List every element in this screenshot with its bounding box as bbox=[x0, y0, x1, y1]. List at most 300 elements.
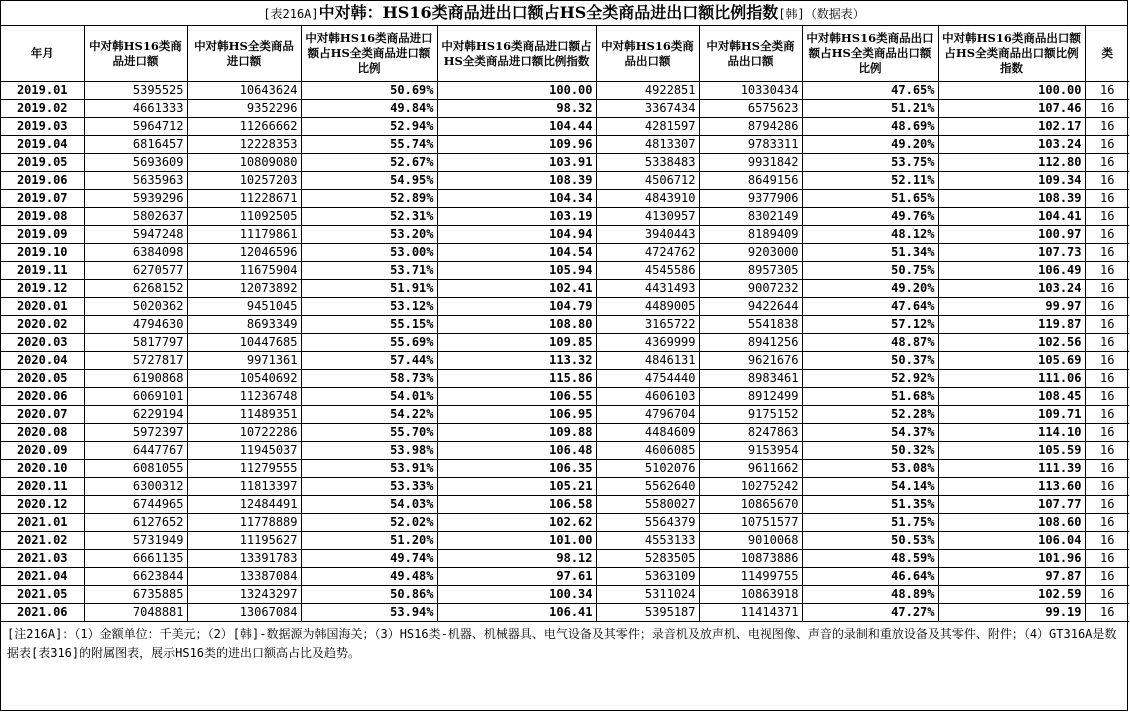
cell-export-ratio-index: 113.60 bbox=[938, 478, 1085, 496]
cell-hs-all-export: 9422644 bbox=[699, 298, 802, 316]
table-row bbox=[1, 136, 1129, 154]
cell-hs-all-export: 8983461 bbox=[699, 370, 802, 388]
cell-category: 16 bbox=[1085, 262, 1129, 280]
table-row bbox=[1, 424, 1129, 442]
cell-import-ratio: 52.89% bbox=[301, 190, 437, 208]
cell-import-ratio-index: 98.32 bbox=[437, 100, 596, 118]
cell-category: 16 bbox=[1085, 424, 1129, 442]
cell-hs-all-export: 8649156 bbox=[699, 172, 802, 190]
cell-export-ratio: 47.65% bbox=[802, 82, 938, 100]
table-row bbox=[1, 298, 1129, 316]
cell-month: 2020.03 bbox=[1, 334, 84, 352]
cell-import-ratio-index: 109.85 bbox=[437, 334, 596, 352]
cell-hs16-import: 6735885 bbox=[84, 586, 187, 604]
cell-import-ratio-index: 104.94 bbox=[437, 226, 596, 244]
cell-export-ratio: 51.34% bbox=[802, 244, 938, 262]
cell-category: 16 bbox=[1085, 442, 1129, 460]
cell-hs-all-export: 9621676 bbox=[699, 352, 802, 370]
cell-export-ratio: 49.20% bbox=[802, 136, 938, 154]
header-hs16-import: 中对韩HS16类商品进口额 bbox=[84, 26, 187, 82]
header-hs-all-import: 中对韩HS全类商品进口额 bbox=[187, 26, 301, 82]
cell-hs-all-import: 12073892 bbox=[187, 280, 301, 298]
cell-export-ratio-index: 106.49 bbox=[938, 262, 1085, 280]
cell-import-ratio: 49.84% bbox=[301, 100, 437, 118]
table-row bbox=[1, 496, 1129, 514]
header-import-ratio-index: 中对韩HS16类商品进口额占HS全类商品进口额比例指数 bbox=[437, 26, 596, 82]
footnote: [注216A]：（1）金额单位：千美元；（2）[韩]-数据源为韩国海关；（3）HS16类-机器、机械器具、电气设备及其零件；录音机及放声机、电视图像、声音的录制和重放设备及其零件、附件；（4）GT316A是数据表[表316]的附属图表，展示HS16类的进出口额高占比及趋势。 bbox=[7, 627, 1117, 660]
cell-hs16-export: 5283505 bbox=[596, 550, 699, 568]
cell-hs-all-import: 13067084 bbox=[187, 604, 301, 622]
cell-category: 16 bbox=[1085, 568, 1129, 586]
cell-hs16-export: 4796704 bbox=[596, 406, 699, 424]
cell-export-ratio-index: 100.97 bbox=[938, 226, 1085, 244]
cell-month: 2020.02 bbox=[1, 316, 84, 334]
cell-hs16-export: 3165722 bbox=[596, 316, 699, 334]
cell-category: 16 bbox=[1085, 334, 1129, 352]
cell-hs-all-import: 11266662 bbox=[187, 118, 301, 136]
cell-export-ratio: 48.12% bbox=[802, 226, 938, 244]
cell-month: 2020.08 bbox=[1, 424, 84, 442]
cell-export-ratio: 47.64% bbox=[802, 298, 938, 316]
cell-month: 2021.03 bbox=[1, 550, 84, 568]
table-row bbox=[1, 460, 1129, 478]
cell-hs16-export: 5395187 bbox=[596, 604, 699, 622]
cell-import-ratio-index: 101.00 bbox=[437, 532, 596, 550]
table-row bbox=[1, 208, 1129, 226]
cell-import-ratio-index: 100.00 bbox=[437, 82, 596, 100]
cell-hs-all-export: 9377906 bbox=[699, 190, 802, 208]
cell-hs16-export: 3367434 bbox=[596, 100, 699, 118]
cell-category: 16 bbox=[1085, 586, 1129, 604]
cell-export-ratio: 52.28% bbox=[802, 406, 938, 424]
cell-import-ratio: 51.91% bbox=[301, 280, 437, 298]
cell-import-ratio: 53.94% bbox=[301, 604, 437, 622]
cell-hs-all-import: 11945037 bbox=[187, 442, 301, 460]
cell-hs-all-import: 10257203 bbox=[187, 172, 301, 190]
cell-import-ratio-index: 115.86 bbox=[437, 370, 596, 388]
cell-month: 2020.01 bbox=[1, 298, 84, 316]
cell-import-ratio-index: 105.94 bbox=[437, 262, 596, 280]
cell-hs16-export: 4606103 bbox=[596, 388, 699, 406]
cell-hs16-export: 4431493 bbox=[596, 280, 699, 298]
cell-export-ratio: 54.14% bbox=[802, 478, 938, 496]
table-row bbox=[1, 244, 1129, 262]
cell-hs16-export: 4489005 bbox=[596, 298, 699, 316]
table-body bbox=[1, 82, 1129, 622]
cell-hs16-import: 5939296 bbox=[84, 190, 187, 208]
cell-hs-all-export: 9931842 bbox=[699, 154, 802, 172]
cell-hs-all-export: 10275242 bbox=[699, 478, 802, 496]
cell-hs16-export: 5102076 bbox=[596, 460, 699, 478]
cell-month: 2019.04 bbox=[1, 136, 84, 154]
header-category: 类 bbox=[1085, 26, 1129, 82]
cell-category: 16 bbox=[1085, 190, 1129, 208]
cell-hs-all-import: 11092505 bbox=[187, 208, 301, 226]
cell-import-ratio-index: 104.54 bbox=[437, 244, 596, 262]
table-row bbox=[1, 172, 1129, 190]
cell-category: 16 bbox=[1085, 118, 1129, 136]
cell-hs-all-export: 9007232 bbox=[699, 280, 802, 298]
cell-hs16-export: 4369999 bbox=[596, 334, 699, 352]
cell-import-ratio: 49.48% bbox=[301, 568, 437, 586]
cell-month: 2019.10 bbox=[1, 244, 84, 262]
cell-export-ratio-index: 101.96 bbox=[938, 550, 1085, 568]
cell-hs-all-import: 10447685 bbox=[187, 334, 301, 352]
cell-hs-all-export: 8189409 bbox=[699, 226, 802, 244]
cell-hs-all-export: 5541838 bbox=[699, 316, 802, 334]
cell-category: 16 bbox=[1085, 136, 1129, 154]
cell-hs-all-import: 11489351 bbox=[187, 406, 301, 424]
cell-import-ratio: 54.95% bbox=[301, 172, 437, 190]
cell-hs-all-export: 8247863 bbox=[699, 424, 802, 442]
cell-export-ratio: 52.11% bbox=[802, 172, 938, 190]
cell-hs16-import: 6623844 bbox=[84, 568, 187, 586]
cell-hs16-import: 6081055 bbox=[84, 460, 187, 478]
cell-hs16-import: 6270577 bbox=[84, 262, 187, 280]
cell-export-ratio-index: 104.41 bbox=[938, 208, 1085, 226]
cell-hs-all-export: 10873886 bbox=[699, 550, 802, 568]
cell-import-ratio: 58.73% bbox=[301, 370, 437, 388]
cell-import-ratio: 54.01% bbox=[301, 388, 437, 406]
cell-hs-all-import: 9352296 bbox=[187, 100, 301, 118]
cell-hs16-import: 6744965 bbox=[84, 496, 187, 514]
cell-hs16-export: 3940443 bbox=[596, 226, 699, 244]
cell-hs-all-import: 9451045 bbox=[187, 298, 301, 316]
cell-import-ratio-index: 97.61 bbox=[437, 568, 596, 586]
cell-month: 2021.02 bbox=[1, 532, 84, 550]
cell-hs16-import: 5727817 bbox=[84, 352, 187, 370]
cell-import-ratio: 53.91% bbox=[301, 460, 437, 478]
cell-import-ratio-index: 106.35 bbox=[437, 460, 596, 478]
table-row bbox=[1, 190, 1129, 208]
cell-export-ratio: 48.59% bbox=[802, 550, 938, 568]
cell-hs16-import: 6447767 bbox=[84, 442, 187, 460]
cell-hs-all-import: 11195627 bbox=[187, 532, 301, 550]
cell-export-ratio-index: 106.04 bbox=[938, 532, 1085, 550]
cell-month: 2020.06 bbox=[1, 388, 84, 406]
cell-hs-all-export: 9153954 bbox=[699, 442, 802, 460]
cell-month: 2019.08 bbox=[1, 208, 84, 226]
header-month: 年月 bbox=[1, 26, 84, 82]
cell-import-ratio: 53.00% bbox=[301, 244, 437, 262]
cell-export-ratio-index: 108.45 bbox=[938, 388, 1085, 406]
cell-category: 16 bbox=[1085, 298, 1129, 316]
cell-hs-all-import: 11228671 bbox=[187, 190, 301, 208]
cell-month: 2020.09 bbox=[1, 442, 84, 460]
cell-category: 16 bbox=[1085, 550, 1129, 568]
cell-category: 16 bbox=[1085, 154, 1129, 172]
cell-import-ratio: 55.70% bbox=[301, 424, 437, 442]
cell-export-ratio: 52.92% bbox=[802, 370, 938, 388]
cell-hs16-export: 5311024 bbox=[596, 586, 699, 604]
cell-category: 16 bbox=[1085, 514, 1129, 532]
table-row bbox=[1, 586, 1129, 604]
cell-export-ratio-index: 107.77 bbox=[938, 496, 1085, 514]
cell-month: 2019.12 bbox=[1, 280, 84, 298]
cell-hs-all-import: 13387084 bbox=[187, 568, 301, 586]
cell-export-ratio: 50.32% bbox=[802, 442, 938, 460]
cell-month: 2021.04 bbox=[1, 568, 84, 586]
cell-import-ratio: 55.15% bbox=[301, 316, 437, 334]
cell-month: 2019.06 bbox=[1, 172, 84, 190]
cell-hs-all-import: 11279555 bbox=[187, 460, 301, 478]
cell-export-ratio: 57.12% bbox=[802, 316, 938, 334]
cell-hs16-import: 6069101 bbox=[84, 388, 187, 406]
cell-hs-all-export: 8794286 bbox=[699, 118, 802, 136]
cell-hs16-import: 5020362 bbox=[84, 298, 187, 316]
table-row bbox=[1, 82, 1129, 100]
cell-month: 2019.02 bbox=[1, 100, 84, 118]
table-row bbox=[1, 334, 1129, 352]
cell-hs16-import: 6300312 bbox=[84, 478, 187, 496]
cell-import-ratio-index: 106.58 bbox=[437, 496, 596, 514]
table-row bbox=[1, 100, 1129, 118]
cell-import-ratio: 54.22% bbox=[301, 406, 437, 424]
cell-hs-all-import: 13391783 bbox=[187, 550, 301, 568]
cell-export-ratio-index: 103.24 bbox=[938, 280, 1085, 298]
cell-hs-all-import: 10540692 bbox=[187, 370, 301, 388]
cell-export-ratio-index: 100.00 bbox=[938, 82, 1085, 100]
cell-hs-all-import: 11778889 bbox=[187, 514, 301, 532]
table-row bbox=[1, 352, 1129, 370]
table-row bbox=[1, 406, 1129, 424]
cell-hs16-export: 4606085 bbox=[596, 442, 699, 460]
cell-category: 16 bbox=[1085, 406, 1129, 424]
cell-hs16-export: 4813307 bbox=[596, 136, 699, 154]
cell-export-ratio-index: 111.06 bbox=[938, 370, 1085, 388]
cell-hs-all-import: 11813397 bbox=[187, 478, 301, 496]
title-main: 中对韩：HS16类商品进出口额占HS全类商品进出口额比例指数 bbox=[318, 3, 779, 22]
cell-import-ratio-index: 103.19 bbox=[437, 208, 596, 226]
cell-export-ratio: 51.35% bbox=[802, 496, 938, 514]
cell-export-ratio: 48.89% bbox=[802, 586, 938, 604]
table-row bbox=[1, 226, 1129, 244]
cell-import-ratio-index: 102.41 bbox=[437, 280, 596, 298]
cell-hs-all-export: 10751577 bbox=[699, 514, 802, 532]
cell-hs-all-export: 8302149 bbox=[699, 208, 802, 226]
cell-import-ratio-index: 106.55 bbox=[437, 388, 596, 406]
cell-month: 2019.01 bbox=[1, 82, 84, 100]
title-suffix: [韩]（数据表） bbox=[778, 7, 865, 21]
table-row bbox=[1, 550, 1129, 568]
cell-hs-all-export: 8941256 bbox=[699, 334, 802, 352]
cell-import-ratio-index: 100.34 bbox=[437, 586, 596, 604]
cell-category: 16 bbox=[1085, 172, 1129, 190]
cell-export-ratio: 50.75% bbox=[802, 262, 938, 280]
cell-month: 2021.05 bbox=[1, 586, 84, 604]
cell-import-ratio: 53.12% bbox=[301, 298, 437, 316]
table-row bbox=[1, 442, 1129, 460]
cell-import-ratio: 55.74% bbox=[301, 136, 437, 154]
cell-import-ratio: 52.94% bbox=[301, 118, 437, 136]
cell-export-ratio: 49.76% bbox=[802, 208, 938, 226]
table-row bbox=[1, 388, 1129, 406]
table-row bbox=[1, 370, 1129, 388]
cell-month: 2019.07 bbox=[1, 190, 84, 208]
cell-import-ratio: 52.02% bbox=[301, 514, 437, 532]
cell-hs-all-import: 12228353 bbox=[187, 136, 301, 154]
cell-import-ratio: 50.86% bbox=[301, 586, 437, 604]
cell-export-ratio: 49.20% bbox=[802, 280, 938, 298]
cell-month: 2020.11 bbox=[1, 478, 84, 496]
cell-hs-all-export: 11414371 bbox=[699, 604, 802, 622]
cell-export-ratio: 51.68% bbox=[802, 388, 938, 406]
cell-hs16-import: 4661333 bbox=[84, 100, 187, 118]
table-row bbox=[1, 478, 1129, 496]
cell-hs-all-import: 11675904 bbox=[187, 262, 301, 280]
cell-hs-all-import: 9971361 bbox=[187, 352, 301, 370]
cell-hs-all-import: 11179861 bbox=[187, 226, 301, 244]
cell-export-ratio-index: 119.87 bbox=[938, 316, 1085, 334]
cell-month: 2021.06 bbox=[1, 604, 84, 622]
header-hs-all-export: 中对韩HS全类商品出口额 bbox=[699, 26, 802, 82]
cell-month: 2019.09 bbox=[1, 226, 84, 244]
table-row bbox=[1, 568, 1129, 586]
cell-hs16-import: 5802637 bbox=[84, 208, 187, 226]
cell-export-ratio: 51.65% bbox=[802, 190, 938, 208]
cell-import-ratio-index: 103.91 bbox=[437, 154, 596, 172]
cell-import-ratio: 53.98% bbox=[301, 442, 437, 460]
cell-export-ratio-index: 102.59 bbox=[938, 586, 1085, 604]
cell-category: 16 bbox=[1085, 100, 1129, 118]
cell-category: 16 bbox=[1085, 532, 1129, 550]
cell-import-ratio-index: 104.79 bbox=[437, 298, 596, 316]
cell-category: 16 bbox=[1085, 244, 1129, 262]
cell-import-ratio-index: 108.39 bbox=[437, 172, 596, 190]
cell-category: 16 bbox=[1085, 352, 1129, 370]
cell-hs16-export: 4484609 bbox=[596, 424, 699, 442]
cell-export-ratio-index: 97.87 bbox=[938, 568, 1085, 586]
cell-hs16-import: 6190868 bbox=[84, 370, 187, 388]
cell-import-ratio: 53.20% bbox=[301, 226, 437, 244]
cell-category: 16 bbox=[1085, 226, 1129, 244]
cell-hs16-import: 5817797 bbox=[84, 334, 187, 352]
cell-hs16-import: 6384098 bbox=[84, 244, 187, 262]
cell-month: 2019.03 bbox=[1, 118, 84, 136]
cell-export-ratio-index: 102.56 bbox=[938, 334, 1085, 352]
cell-category: 16 bbox=[1085, 370, 1129, 388]
cell-category: 16 bbox=[1085, 208, 1129, 226]
cell-import-ratio-index: 104.34 bbox=[437, 190, 596, 208]
cell-export-ratio: 51.75% bbox=[802, 514, 938, 532]
cell-hs-all-export: 9611662 bbox=[699, 460, 802, 478]
cell-export-ratio-index: 99.19 bbox=[938, 604, 1085, 622]
cell-month: 2020.04 bbox=[1, 352, 84, 370]
cell-import-ratio: 52.31% bbox=[301, 208, 437, 226]
cell-month: 2020.10 bbox=[1, 460, 84, 478]
cell-hs-all-export: 10863918 bbox=[699, 586, 802, 604]
cell-hs-all-import: 10643624 bbox=[187, 82, 301, 100]
cell-export-ratio: 48.87% bbox=[802, 334, 938, 352]
cell-import-ratio: 51.20% bbox=[301, 532, 437, 550]
cell-import-ratio-index: 104.44 bbox=[437, 118, 596, 136]
cell-export-ratio: 50.37% bbox=[802, 352, 938, 370]
cell-hs-all-export: 8912499 bbox=[699, 388, 802, 406]
cell-import-ratio-index: 105.21 bbox=[437, 478, 596, 496]
cell-export-ratio-index: 103.24 bbox=[938, 136, 1085, 154]
cell-hs16-import: 5947248 bbox=[84, 226, 187, 244]
cell-import-ratio-index: 98.12 bbox=[437, 550, 596, 568]
cell-month: 2021.01 bbox=[1, 514, 84, 532]
cell-export-ratio-index: 108.39 bbox=[938, 190, 1085, 208]
cell-month: 2020.07 bbox=[1, 406, 84, 424]
cell-hs-all-export: 9175152 bbox=[699, 406, 802, 424]
cell-hs16-import: 5693609 bbox=[84, 154, 187, 172]
cell-hs-all-import: 8693349 bbox=[187, 316, 301, 334]
cell-hs-all-import: 10722286 bbox=[187, 424, 301, 442]
cell-export-ratio-index: 112.80 bbox=[938, 154, 1085, 172]
header-import-ratio: 中对韩HS16类商品进口额占HS全类商品进口额比例 bbox=[301, 26, 437, 82]
cell-import-ratio: 52.67% bbox=[301, 154, 437, 172]
cell-export-ratio-index: 105.69 bbox=[938, 352, 1085, 370]
cell-export-ratio: 53.08% bbox=[802, 460, 938, 478]
cell-hs16-export: 5564379 bbox=[596, 514, 699, 532]
cell-import-ratio: 53.33% bbox=[301, 478, 437, 496]
cell-import-ratio-index: 106.95 bbox=[437, 406, 596, 424]
cell-import-ratio-index: 106.41 bbox=[437, 604, 596, 622]
cell-import-ratio: 57.44% bbox=[301, 352, 437, 370]
cell-hs-all-export: 9010068 bbox=[699, 532, 802, 550]
cell-hs16-export: 4130957 bbox=[596, 208, 699, 226]
cell-month: 2019.05 bbox=[1, 154, 84, 172]
cell-export-ratio-index: 114.10 bbox=[938, 424, 1085, 442]
cell-month: 2020.12 bbox=[1, 496, 84, 514]
cell-hs16-export: 4922851 bbox=[596, 82, 699, 100]
cell-export-ratio-index: 99.97 bbox=[938, 298, 1085, 316]
cell-hs16-import: 6268152 bbox=[84, 280, 187, 298]
cell-hs16-import: 6661135 bbox=[84, 550, 187, 568]
header-export-ratio-index: 中对韩HS16类商品出口额占HS全类商品出口额比例指数 bbox=[938, 26, 1085, 82]
cell-hs16-export: 5338483 bbox=[596, 154, 699, 172]
cell-export-ratio: 53.75% bbox=[802, 154, 938, 172]
cell-hs-all-import: 11236748 bbox=[187, 388, 301, 406]
cell-hs16-import: 5635963 bbox=[84, 172, 187, 190]
cell-category: 16 bbox=[1085, 604, 1129, 622]
cell-hs16-import: 5964712 bbox=[84, 118, 187, 136]
cell-hs16-export: 5363109 bbox=[596, 568, 699, 586]
cell-hs16-import: 6127652 bbox=[84, 514, 187, 532]
cell-export-ratio-index: 107.46 bbox=[938, 100, 1085, 118]
table-row bbox=[1, 118, 1129, 136]
cell-import-ratio: 53.71% bbox=[301, 262, 437, 280]
cell-hs16-export: 4846131 bbox=[596, 352, 699, 370]
cell-hs-all-export: 11499755 bbox=[699, 568, 802, 586]
cell-import-ratio-index: 109.88 bbox=[437, 424, 596, 442]
cell-import-ratio: 55.69% bbox=[301, 334, 437, 352]
table-row bbox=[1, 262, 1129, 280]
cell-hs16-export: 4843910 bbox=[596, 190, 699, 208]
table-row bbox=[1, 280, 1129, 298]
table-row bbox=[1, 532, 1129, 550]
cell-hs16-export: 5580027 bbox=[596, 496, 699, 514]
cell-hs-all-import: 12484491 bbox=[187, 496, 301, 514]
cell-export-ratio-index: 102.17 bbox=[938, 118, 1085, 136]
cell-export-ratio-index: 111.39 bbox=[938, 460, 1085, 478]
table-row bbox=[1, 514, 1129, 532]
cell-export-ratio-index: 109.71 bbox=[938, 406, 1085, 424]
cell-export-ratio: 46.64% bbox=[802, 568, 938, 586]
cell-export-ratio-index: 109.34 bbox=[938, 172, 1085, 190]
cell-export-ratio-index: 105.59 bbox=[938, 442, 1085, 460]
cell-export-ratio: 51.21% bbox=[802, 100, 938, 118]
cell-month: 2020.05 bbox=[1, 370, 84, 388]
cell-import-ratio-index: 102.62 bbox=[437, 514, 596, 532]
cell-hs16-export: 4553133 bbox=[596, 532, 699, 550]
cell-export-ratio-index: 108.60 bbox=[938, 514, 1085, 532]
cell-import-ratio-index: 109.96 bbox=[437, 136, 596, 154]
cell-export-ratio: 54.37% bbox=[802, 424, 938, 442]
cell-hs16-import: 6816457 bbox=[84, 136, 187, 154]
